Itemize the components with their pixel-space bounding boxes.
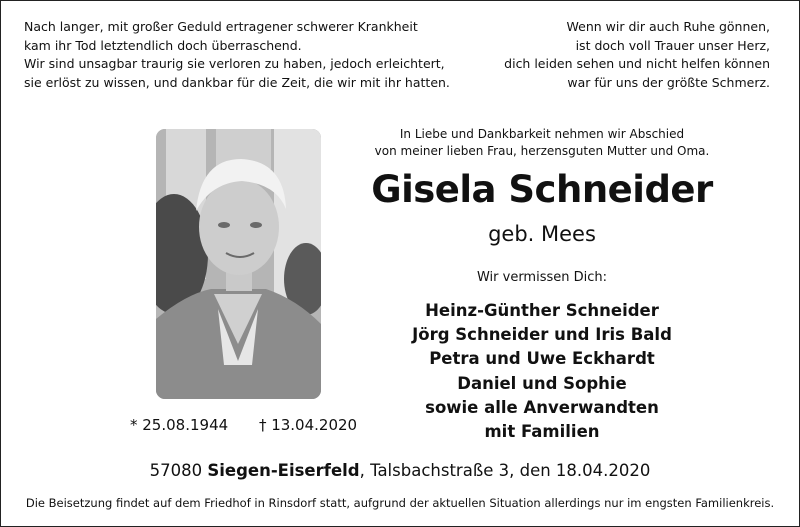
address-line (0, 461, 800, 480)
intro-line: von meiner lieben Frau, herzensguten Mutter und Oma. (374, 144, 710, 158)
quote-left-line: Nach langer, mit großer Geduld ertragener schwerer Krankheit (24, 19, 418, 34)
mourner-line: Heinz-Günther Schneider (425, 301, 659, 320)
city: Siegen-Eiserfeld (207, 461, 360, 480)
mourner-line: Petra und Uwe Eckhardt (429, 349, 655, 369)
quote-left (24, 18, 450, 92)
mourner-line: mit Familien (484, 422, 600, 442)
postcode: 57080 (149, 461, 203, 480)
quote-right (504, 18, 770, 92)
mourners-list (362, 299, 722, 444)
quote-left-line: kam ihr Tod letztendlich doch überraschend. (24, 37, 302, 53)
birth-date: * 25.08.1944 (130, 416, 229, 434)
mourner-line: sowie alle Anverwandten (425, 397, 659, 417)
maiden-name: geb. Mees (488, 222, 596, 246)
funeral-note: Die Beisetzung findet auf dem Friedhof in Rinsdorf statt, aufgrund der aktuellen Situation allerdings nur im engsten Familienkreis. (25, 496, 775, 510)
deceased-name: Gisela Schneider (371, 168, 713, 211)
quote-left-line: Wir sind unsagbar traurig sie verloren zu haben, jedoch erleichtert, (24, 56, 445, 71)
intro-line: In Liebe und Dankbarkeit nehmen wir Abschied (399, 127, 685, 141)
life-dates (130, 416, 357, 434)
portrait-illustration (156, 129, 321, 399)
quote-right-line: ist doch voll Trauer unser Herz, (575, 37, 770, 53)
address-rest: , Talsbachstraße 3, den 18.04.2020 (359, 461, 651, 480)
quote-left-line: sie erlöst zu wissen, und dankbar für die Zeit, die wir mit ihr hatten. (24, 74, 450, 90)
miss-text: Wir vermissen Dich: (476, 270, 608, 285)
death-date: † 13.04.2020 (258, 416, 358, 434)
quote-right-line: war für uns der größte Schmerz. (567, 74, 770, 90)
portrait-photo (156, 129, 321, 399)
farewell-intro (362, 126, 722, 160)
quote-right-line: Wenn wir dir auch Ruhe gönnen, (566, 19, 770, 34)
mourner-line: Daniel und Sophie (457, 373, 627, 393)
quote-right-line: dich leiden sehen und nicht helfen können (504, 56, 770, 71)
mourner-line: Jörg Schneider und Iris Bald (412, 325, 672, 345)
